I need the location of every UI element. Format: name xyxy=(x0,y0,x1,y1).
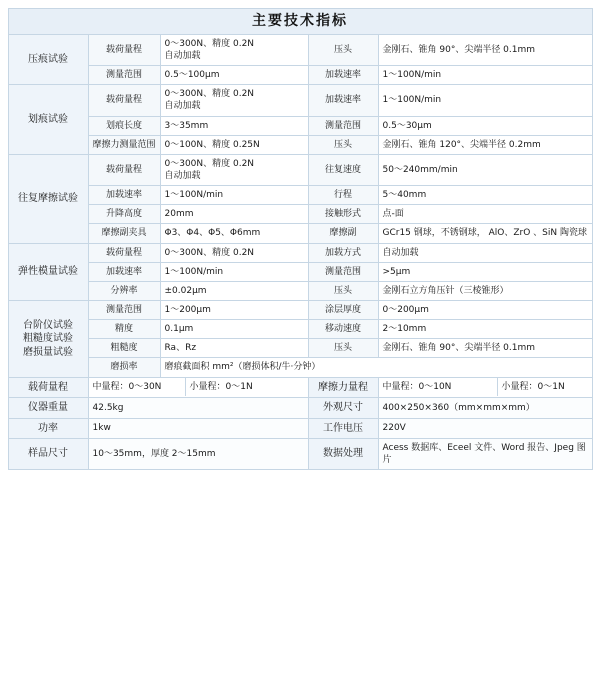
spec-value: 0.1μm xyxy=(160,320,308,339)
spec-label: 粗糙度 xyxy=(88,339,160,358)
table-row xyxy=(8,186,592,205)
spec-value: 0～100N、精度 0.25N xyxy=(160,135,308,154)
spec-label: 摩擦副夹具 xyxy=(88,224,160,243)
spec-value: 1～200μm xyxy=(160,301,308,320)
spec-value: 2～10mm xyxy=(378,320,592,339)
spec-label: 压头 xyxy=(308,339,378,358)
section-group-label: 划痕试验 xyxy=(8,85,88,155)
spec-value: 自动加载 xyxy=(378,243,592,262)
spec-value: 0～300N、精度 0.2N 自动加载 xyxy=(160,154,308,185)
spec-value: 0.5～100μm xyxy=(160,66,308,85)
spec-label: 加载速率 xyxy=(88,186,160,205)
spec-value: 400×250×360（mm×mm×mm） xyxy=(378,398,592,419)
spec-label: 精度 xyxy=(88,320,160,339)
table-row xyxy=(8,418,592,439)
spec-label: 摩擦力测量范围 xyxy=(88,135,160,154)
spec-label: 载荷量程 xyxy=(88,243,160,262)
table-row xyxy=(8,301,592,320)
spec-subvalue: 中量程：0～10N xyxy=(379,378,498,396)
section-group-label: 弹性模量试验 xyxy=(8,243,88,300)
spec-label: 样品尺寸 xyxy=(8,439,88,470)
spec-label: 数据处理 xyxy=(308,439,378,470)
spec-value: Φ3、Φ4、Φ5、Φ6mm xyxy=(160,224,308,243)
spec-label: 测量范围 xyxy=(88,66,160,85)
spec-value: 42.5kg xyxy=(88,398,308,419)
spec-label: 测量范围 xyxy=(308,262,378,281)
table-row xyxy=(8,377,592,398)
table-title-row xyxy=(8,9,592,35)
table-row xyxy=(8,34,592,65)
spec-value-split xyxy=(378,377,592,398)
spec-value: 磨痕截面积 mm²（磨损体积/牛·分钟） xyxy=(160,358,592,377)
spec-label: 移动速度 xyxy=(308,320,378,339)
spec-value: 0～300N、精度 0.2N 自动加载 xyxy=(160,34,308,65)
spec-label: 加载速率 xyxy=(308,66,378,85)
spec-value: 1～100N/min xyxy=(378,66,592,85)
spec-label: 外观尺寸 xyxy=(308,398,378,419)
spec-label: 载荷量程 xyxy=(88,34,160,65)
spec-value: Acess 数据库、Eceel 文件、Word 报告、Jpeg 图片 xyxy=(378,439,592,470)
spec-value: ±0.02μm xyxy=(160,281,308,300)
spec-subvalue: 小量程：0～1N xyxy=(501,382,565,393)
spec-value: 1～100N/min xyxy=(378,85,592,116)
spec-label: 测量范围 xyxy=(88,301,160,320)
table-row xyxy=(8,85,592,116)
spec-label: 加载方式 xyxy=(308,243,378,262)
spec-value: 金刚石立方角压针（三棱锥形） xyxy=(378,281,592,300)
spec-label: 往复速度 xyxy=(308,154,378,185)
spec-value: 10～35mm，厚度 2～15mm xyxy=(88,439,308,470)
spec-label: 摩擦副 xyxy=(308,224,378,243)
table-row xyxy=(8,398,592,419)
spec-label: 仪器重量 xyxy=(8,398,88,419)
spec-label: 压头 xyxy=(308,281,378,300)
spec-value: GCr15 钢球，不锈钢球， AlO、ZrO 、SiN 陶瓷球 xyxy=(378,224,592,243)
spec-value: 0～300N、精度 0.2N 自动加载 xyxy=(160,85,308,116)
spec-value: 5～40mm xyxy=(378,186,592,205)
spec-value: 0～200μm xyxy=(378,301,592,320)
table-row xyxy=(8,339,592,358)
table-row xyxy=(8,66,592,85)
table-row xyxy=(8,205,592,224)
spec-value: 3～35mm xyxy=(160,116,308,135)
spec-subvalue: 中量程：0～30N xyxy=(89,378,186,396)
table-row xyxy=(8,262,592,281)
spec-label: 加载速率 xyxy=(308,85,378,116)
spec-label: 接触形式 xyxy=(308,205,378,224)
table-row xyxy=(8,320,592,339)
table-row xyxy=(8,224,592,243)
spec-label: 载荷量程 xyxy=(8,377,88,398)
page-title: 主要技术指标 xyxy=(8,9,592,35)
spec-label: 加载速率 xyxy=(88,262,160,281)
spec-label: 行程 xyxy=(308,186,378,205)
spec-value: 1kw xyxy=(88,418,308,439)
spec-value-split xyxy=(88,377,308,398)
spec-label: 分辨率 xyxy=(88,281,160,300)
table-row xyxy=(8,281,592,300)
spec-value: 0～300N、精度 0.2N xyxy=(160,243,308,262)
spec-value: 点-面 xyxy=(378,205,592,224)
spec-label: 工作电压 xyxy=(308,418,378,439)
spec-label: 测量范围 xyxy=(308,116,378,135)
spec-value: 金刚石、锥角 90°、尖端半径 0.1mm xyxy=(378,34,592,65)
spec-label: 载荷量程 xyxy=(88,85,160,116)
table-row xyxy=(8,243,592,262)
section-group-label: 往复摩擦试验 xyxy=(8,154,88,243)
spec-label: 摩擦力量程 xyxy=(308,377,378,398)
spec-label: 升降高度 xyxy=(88,205,160,224)
spec-value: 1～100N/min xyxy=(160,186,308,205)
spec-label: 压头 xyxy=(308,135,378,154)
technical-specifications-table xyxy=(8,8,593,470)
table-row xyxy=(8,154,592,185)
spec-subvalue: 小量程：0～1N xyxy=(189,382,253,393)
table-row xyxy=(8,358,592,377)
spec-label: 功率 xyxy=(8,418,88,439)
spec-label: 划痕长度 xyxy=(88,116,160,135)
spec-value: 20mm xyxy=(160,205,308,224)
table-row xyxy=(8,135,592,154)
spec-label: 压头 xyxy=(308,34,378,65)
spec-value: 金刚石、锥角 90°、尖端半径 0.1mm xyxy=(378,339,592,358)
spec-label: 磨损率 xyxy=(88,358,160,377)
spec-label: 载荷量程 xyxy=(88,154,160,185)
table-row xyxy=(8,116,592,135)
spec-label: 涂层厚度 xyxy=(308,301,378,320)
section-group-label: 压痕试验 xyxy=(8,34,88,84)
spec-value: 0.5～30μm xyxy=(378,116,592,135)
table-row xyxy=(8,439,592,470)
spec-value: 金刚石、锥角 120°、尖端半径 0.2mm xyxy=(378,135,592,154)
section-group-label: 台阶仪试验 粗糙度试验 磨损量试验 xyxy=(8,301,88,378)
spec-value: >5μm xyxy=(378,262,592,281)
spec-value: 50～240mm/min xyxy=(378,154,592,185)
spec-value: 1～100N/min xyxy=(160,262,308,281)
spec-value: 220V xyxy=(378,418,592,439)
spec-value: Ra、Rz xyxy=(160,339,308,358)
